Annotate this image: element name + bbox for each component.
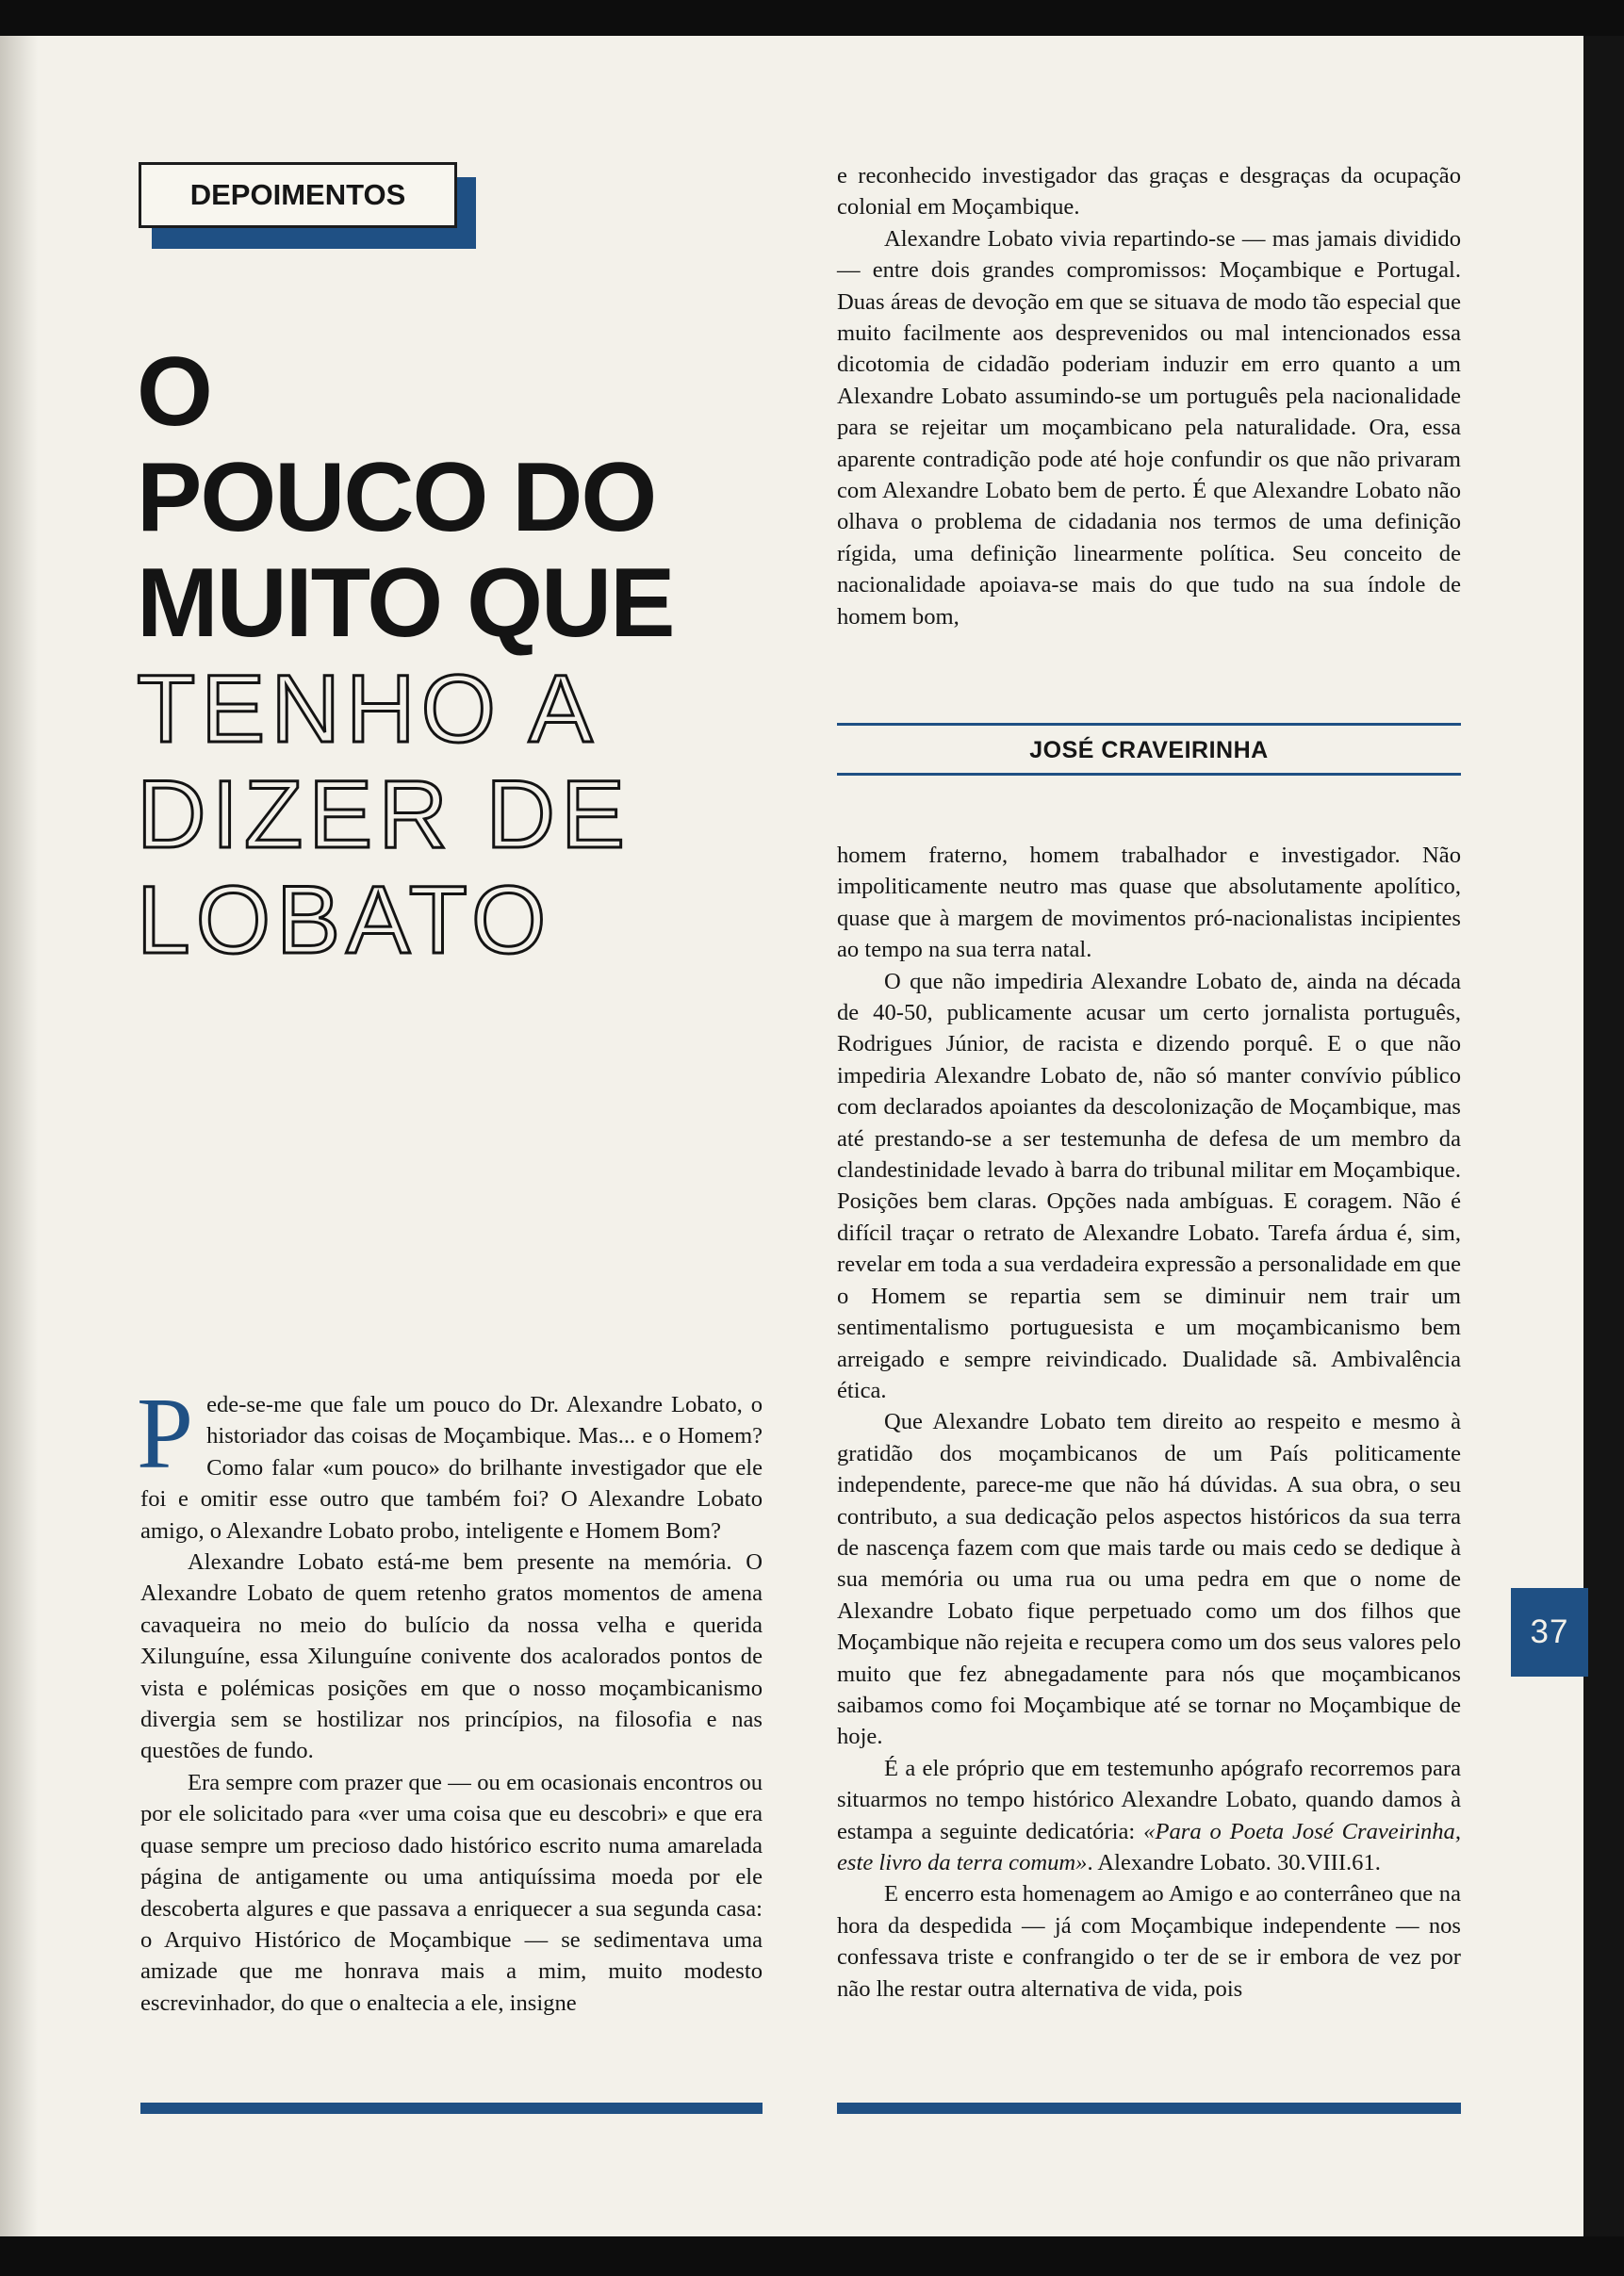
paragraph: Era sempre com prazer que — ou em ocasionais encontros ou por ele solicitado para «ver uma coisa que eu descobri» e que era quase sempre um precioso dado histórico escrito numa amarelada página de antigamente ou uma antiquíssima moeda por ele descoberta algures e que passava a enriquecer a sua segunda casa: o Arquivo Histórico de Moçambique — se sedimentava uma amizade que me honrava mais a mim, muito modesto escrevinhador, do que o enaltecia a ele, insigne <box>140 1769 763 2016</box>
paragraph: homem fraterno, homem trabalhador e investigador. Não impoliticamente neutro mas quase que absolutamente apolítico, quase que à margem de movimentos pró-nacionalistas incipientes ao tempo na sua terra natal. <box>837 843 1461 963</box>
paragraph-text: ede-se-me que fale um pouco do Dr. Alexandre Lobato, o historiador das coisas de Moçambique. Mas... e o Homem? Como falar «um pouco» do brilhante investigador que ele foi e omitir esse outro que também foi? O Alexandre Lobato amigo, o Alexandre Lobato probo, inteligente e Homem Bom? <box>140 1392 763 1544</box>
right-column-top <box>837 160 1461 632</box>
paragraph <box>837 1753 1461 1879</box>
paragraph <box>137 1378 763 1547</box>
author-rule-bottom <box>837 773 1461 776</box>
author-rule-top <box>837 723 1461 726</box>
paragraph: Alexandre Lobato vivia repartindo-se — mas jamais dividido — entre dois grandes compromissos: Moçambique e Portugal. Duas áreas de devoção em que se situava de modo tão especial que muito facilmente aos desprevenidos ou mal intencionados essa dicotomia de cidadão poderiam induzir em erro quanto a um Alexandre Lobato assumindo-se um português pela nacionalidade para se rejeitar um moçambicano pela naturalidade. Ora, essa aparente contradição pode até hoje confundir os que não privaram com Alexandre Lobato bem de perto. É que Alexandre Lobato não olhava o problema de cidadania nos termos de uma definição rígida, uma definição linearmente política. Seu conceito de nacionalidade apoiava-se mais do que tudo na sua índole de homem bom, <box>837 225 1461 630</box>
title-line-6: LOBATO <box>137 866 552 974</box>
title-line-4: TENHO A <box>137 655 599 762</box>
bottom-rule-left <box>140 2103 763 2114</box>
paragraph-text: . Alexandre Lobato. 30.VIII.61. <box>1087 1850 1381 1875</box>
title-line-2: POUCO DO <box>137 443 656 552</box>
bottom-rule-right <box>837 2103 1461 2114</box>
paragraph-text: É a ele próprio que em testemunho apógrafo recorremos para situarmos no tempo histórico Alexandre Lobato, quando damos à estampa a seguinte dedicatória: <box>837 1755 1461 1844</box>
paragraph: Que Alexandre Lobato tem direito ao respeito e mesmo à gratidão dos moçambicanos de um País politicamente independente, parece-me que não há dúvidas. A sua obra, o seu contributo, a sua dedicação pelos aspectos históricos da sua terra de nascença fazem com que mais tarde ou mais cedo se dedique à sua memória ou uma rua ou uma pedra em que o nome de Alexandre Lobato fique perpetuado como um dos filhos que Moçambique não rejeita e recupera como um dos seus valores pelo muito que fez abnegadamente para nós que moçambicanos saibamos como foi Moçambique até se tornar no Moçambique de hoje. <box>837 1409 1461 1750</box>
paragraph: Alexandre Lobato está-me bem presente na memória. O Alexandre Lobato de quem retenho gratos momentos de amena cavaqueira no meio do bulício da nossa velha e querida Xilunguíne, essa Xilunguíne conivente dos acalorados pontos de vista e polémicas posições em que o nosso moçambicanismo divergia sem se hostilizar nos princípios, na filosofia e nas questões de fundo. <box>140 1549 763 1764</box>
right-column <box>837 840 1461 2005</box>
title-line-5: DIZER DE <box>137 761 632 868</box>
page-edge <box>1583 36 1624 2236</box>
page-gutter-shadow <box>0 36 38 2236</box>
page-number: 37 <box>1511 1588 1588 1677</box>
dedication-quote: «Para o Poeta José Craveirinha, este livro da terra comum» <box>837 1818 1461 1875</box>
left-column <box>137 1378 763 2019</box>
title-line-3: MUITO QUE <box>137 549 674 658</box>
section-tag <box>139 162 480 249</box>
paragraph: E encerro esta homenagem ao Amigo e ao conterrâneo que na hora da despedida — já com Moçambique independente — nos confessava triste e confrangido o ter de se ir embora de vez por não lhe restar outra alternativa de vida, pois <box>837 1881 1461 2002</box>
article-title <box>137 339 721 973</box>
drop-cap: P <box>137 1378 194 1490</box>
paragraph: e reconhecido investigador das graças e desgraças da ocupação colonial em Moçambique. <box>837 163 1461 221</box>
paragraph: O que não impediria Alexandre Lobato de, ainda na década de 40-50, publicamente acusar um certo jornalista português, Rodrigues Júnior, de racista e dizendo porquê. E o que não impediria Alexandre Lobato de, não só manter convívio público com declarados apoiantes da descolonização de Moçambique, mas até prestando-se a ser testemunha de defesa de um membro da clandestinidade levado à barra do tribunal militar em Moçambique. Posições bem claras. Opções nada ambíguas. E coragem. Não é difícil traçar o retrato de Alexandre Lobato. Tarefa árdua é, sim, revelar em toda a sua verdadeira expressão a personalidade em que o Homem se repartia sem se diminuir nem trair um sentimentalismo portuguesista e um moçambicanismo bem arreigado e sempre reivindicado. Dualidade sã. Ambivalência ética. <box>837 968 1461 1403</box>
author-name: JOSÉ CRAVEIRINHA <box>1029 737 1269 763</box>
title-line-1: O <box>137 337 211 447</box>
section-tag-label: DEPOIMENTOS <box>139 162 457 228</box>
